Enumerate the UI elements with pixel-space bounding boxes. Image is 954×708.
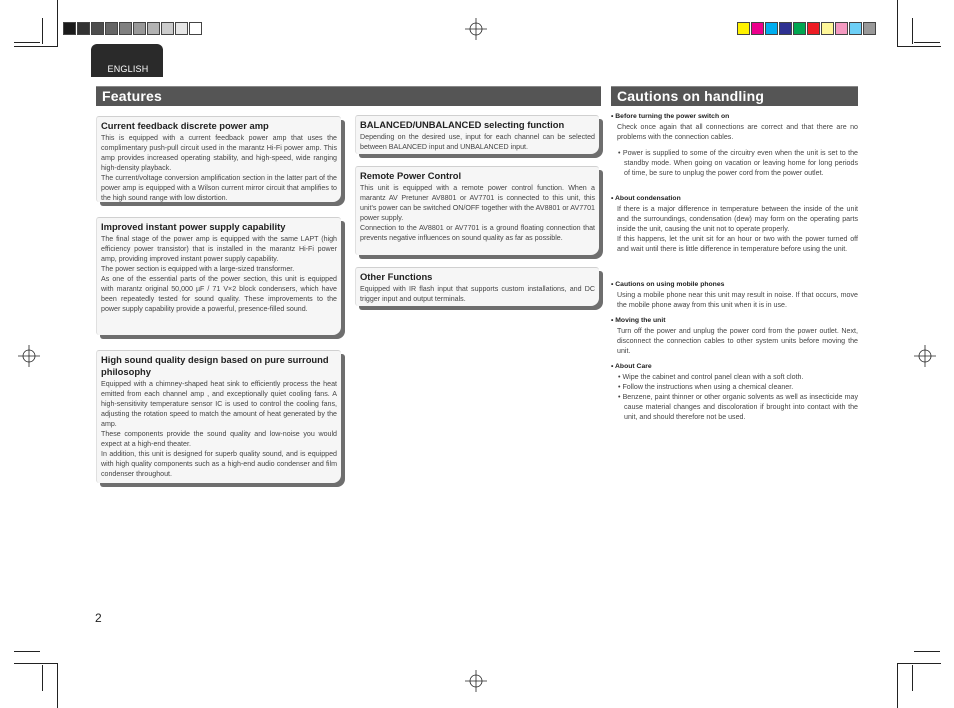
color-swatch — [91, 22, 104, 35]
color-swatch — [147, 22, 160, 35]
feature-text: Equipped with a chimney-shaped heat sink to efficiently process the heat emitted from each channel amp , and exceptionally quiet cooling fans. A high-sensitivity temperature sensor IC is used to control the cooling fans, adjusting the rotation speed to match the amount of heat generated by the amp. — [101, 380, 337, 428]
crop-mark — [14, 42, 40, 43]
color-swatch — [133, 22, 146, 35]
cautions-header — [611, 86, 858, 106]
caution-section — [611, 112, 858, 142]
color-swatch — [105, 22, 118, 35]
color-swatch — [189, 22, 202, 35]
crop-mark — [42, 18, 43, 44]
crop-mark — [897, 663, 898, 708]
crop-mark — [914, 651, 940, 652]
cautions-title: Cautions on handling — [617, 88, 765, 104]
color-swatch — [793, 22, 806, 35]
crop-mark — [897, 0, 898, 46]
feature-box — [96, 116, 341, 202]
feature-box — [355, 267, 599, 306]
color-swatch — [821, 22, 834, 35]
color-swatch — [863, 22, 876, 35]
registration-mark-icon — [18, 345, 40, 367]
feature-text: These components provide the sound quality and low-noise you would expect at a high-end theater. — [101, 430, 337, 448]
caution-text: If there is a major difference in temperature between the inside of the unit and the surroundings, condensation (dew) may form on the operating parts inside the unit, causing the unit not to operate properly. — [617, 205, 858, 233]
color-swatch — [751, 22, 764, 35]
feature-text: Depending on the desired use, input for each channel can be selected between BALANCED input and UNBALANCED input. — [360, 133, 595, 151]
color-swatch — [119, 22, 132, 35]
crop-mark — [14, 663, 58, 664]
caution-text: Check once again that all connections are correct and that there are no problems with the connection cables. — [617, 123, 858, 141]
feature-box — [355, 115, 599, 154]
feature-text: Equipped with IR flash input that supports custom installations, and DC trigger input and output terminals. — [360, 285, 595, 303]
caution-section — [611, 148, 858, 178]
caution-text: If this happens, let the unit sit for an hour or two with the power turned off and wait until there is little difference in temperature before using the unit. — [617, 235, 858, 253]
feature-text: The final stage of the power amp is equipped with the same LAPT (high efficiency power transistor) that is installed in the marantz Hi-Fi power amp, providing improved instant power supply capability. — [101, 235, 337, 263]
color-swatch — [63, 22, 76, 35]
feature-box — [96, 217, 341, 335]
registration-mark-icon — [465, 18, 487, 40]
caution-bullet: • Follow the instructions when using a chemical cleaner. — [618, 383, 794, 391]
features-header — [96, 86, 601, 106]
feature-box — [355, 166, 599, 255]
features-title: Features — [102, 88, 162, 104]
language-tab — [91, 44, 163, 77]
crop-mark — [912, 665, 913, 691]
crop-mark — [897, 46, 941, 47]
crop-mark — [912, 18, 913, 44]
caution-text: Using a mobile phone near this unit may result in noise. If that occurs, move the mobile phone away from this unit when it is in use. — [617, 291, 858, 309]
feature-text: The power section is equipped with a large-sized transformer. — [101, 265, 295, 273]
caution-heading: • About condensation — [611, 195, 681, 202]
caution-heading: • Cautions on using mobile phones — [611, 281, 725, 288]
registration-mark-icon — [465, 670, 487, 692]
color-swatch — [835, 22, 848, 35]
crop-mark — [57, 0, 58, 46]
feature-box — [96, 350, 341, 483]
crop-mark — [897, 663, 941, 664]
crop-mark — [42, 665, 43, 691]
feature-text: Connection to the AV8801 or AV7701 is a ground floating connection that prevents negative influences on sound quality as far as possible. — [360, 224, 595, 242]
caution-bullet: • Wipe the cabinet and control panel clean with a soft cloth. — [618, 373, 804, 381]
crop-mark — [914, 42, 940, 43]
feature-title: High sound quality design based on pure surround philosophy — [101, 354, 329, 377]
caution-heading: • Before turning the power switch on — [611, 113, 730, 120]
feature-text: As one of the essential parts of the power section, this unit is equipped with marantz original 50,000 µF / 71 V×2 block condensers, which have been repeatedly tested for sound quality. These improvements to the power supply capability provide a powerful, presence-filled sound. — [101, 275, 337, 313]
crop-mark — [14, 651, 40, 652]
feature-title: Improved instant power supply capability — [101, 221, 286, 232]
color-swatch — [807, 22, 820, 35]
caution-bullet: • Benzene, paint thinner or other organic solvents as well as insecticide may cause material changes and discoloration if brought into contact with the unit, and should therefore not be used. — [618, 393, 858, 421]
color-swatch — [849, 22, 862, 35]
color-swatch — [77, 22, 90, 35]
color-swatch — [779, 22, 792, 35]
crop-mark — [57, 663, 58, 708]
caution-section — [611, 194, 858, 254]
language-tab-label: ENGLISH — [107, 64, 149, 74]
caution-section — [611, 362, 858, 422]
feature-text: In addition, this unit is designed for superb quality sound, and is equipped with high quality components such as a high-end audio condenser and film condenser throughout. — [101, 450, 337, 478]
page-number: 2 — [95, 611, 102, 625]
color-swatch — [737, 22, 750, 35]
feature-title: Other Functions — [360, 271, 433, 282]
crop-mark — [14, 46, 58, 47]
feature-text: The current/voltage conversion amplification section in the latter part of the power amp is equipped with a Wilson current mirror circuit that amplifies to the high sound range with low distortion. — [101, 174, 337, 202]
registration-mark-icon — [914, 345, 936, 367]
color-swatch — [161, 22, 174, 35]
feature-title: Current feedback discrete power amp — [101, 120, 269, 131]
caution-heading: • About Care — [611, 363, 652, 370]
feature-title: BALANCED/UNBALANCED selecting function — [360, 119, 565, 130]
feature-text: This unit is equipped with a remote power control function. When a marantz AV Pretuner AV8801 or AV7701 is connected to this unit, this unit’s power can be switched ON/OFF together with the AV8801 or AV7701 power supply. — [360, 184, 595, 222]
caution-section — [611, 316, 858, 356]
feature-title: Remote Power Control — [360, 170, 462, 181]
feature-text: This is equipped with a current feedback power amp that uses the complimentary push-pull circuit used in the marantz Hi-Fi power amp. This amp provides increased operating stability, and high-speed, wide ranging high-density playback. — [101, 134, 337, 172]
caution-section — [611, 280, 858, 310]
color-swatch — [765, 22, 778, 35]
caution-text: Turn off the power and unplug the power cord from the power outlet. Next, disconnect the connection cables to other system units before moving the unit. — [617, 327, 858, 355]
color-swatch — [175, 22, 188, 35]
caution-heading: • Moving the unit — [611, 317, 666, 324]
caution-text: • Power is supplied to some of the circuitry even when the unit is set to the standby mode. When going on vacation or leaving home for long periods of time, be sure to unplug the power cord from the power outlet. — [618, 149, 858, 177]
